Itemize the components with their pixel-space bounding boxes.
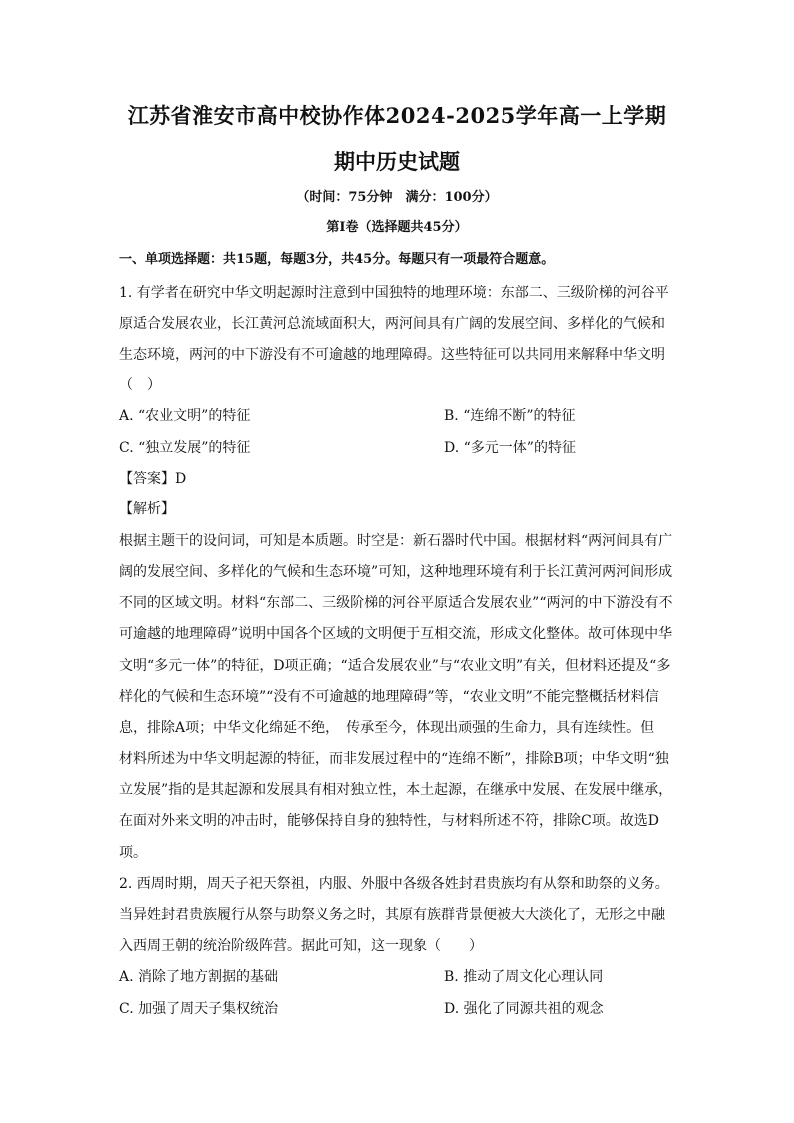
q1-analysis-line: 根据主题干的设问词，可知是本质题。时空是：新石器时代中国。根据材料“两河间具有广 bbox=[119, 533, 673, 549]
q1-analysis-label: 【解析】 bbox=[119, 501, 175, 517]
q2-option-b: B. 推动了周文化心理认同 bbox=[444, 969, 604, 985]
q2-stem-line: 当异姓封君贵族履行从祭与助祭义务之时，其原有族群背景便被大大淡化了，无形之中融 bbox=[119, 907, 665, 923]
q1-option-c: C. “独立发展”的特征 bbox=[119, 440, 251, 456]
q1-stem-line: 原适合发展农业，长江黄河总流域面积大，两河间具有广阔的发展空间、多样化的气候和 bbox=[119, 316, 665, 332]
q2-stem-line: 入西周王朝的统治阶级阵营。据此可知，这一现象（ ） bbox=[119, 938, 483, 954]
q1-option-b: B. “连绵不断”的特征 bbox=[444, 408, 576, 424]
document-title-line2: 期中历史试题 bbox=[334, 149, 460, 174]
q1-stem-line: （ ） bbox=[119, 377, 161, 393]
section-label: 第Ⅰ卷（选择题共45分） bbox=[326, 220, 468, 235]
q2-option-d: D. 强化了同源共祖的观念 bbox=[444, 1001, 604, 1017]
q2-stem-line: 2. 西周时期，周天子祀天祭祖，内服、外服中各级各姓封君贵族均有从祭和助祭的义务。 bbox=[119, 876, 669, 892]
q1-stem-line: 1. 有学者在研究中华文明起源时注意到中国独特的地理环境：东部二、三级阶梯的河谷平 bbox=[119, 285, 669, 301]
q2-option-c: C. 加强了周天子集权统治 bbox=[119, 1001, 279, 1017]
q1-stem-line: 生态环境，两河的中下游没有不可逾越的地理障碍。这些特征可以共同用来解释中华文明 bbox=[119, 347, 665, 363]
exam-meta: （时间：75分钟 满分：100分） bbox=[296, 190, 498, 205]
q1-analysis-line: 材料所述为中华文明起源的特征，而非发展过程中的“连绵不断”，排除B项；中华文明“独 bbox=[119, 751, 669, 767]
q1-analysis-line: 不同的区域文明。材料“东部二、三级阶梯的河谷平原适合发展农业”“两河的中下游没有不 bbox=[119, 595, 673, 611]
q1-answer: 【答案】D bbox=[119, 471, 187, 487]
q1-option-a: A. “农业文明”的特征 bbox=[119, 408, 251, 424]
q1-analysis-line: 息，排除A项；中华文化绵延不绝， 传承至今，体现出顽强的生命力，具有连续性。但 bbox=[119, 720, 655, 736]
q1-analysis-line: 阔的发展空间、多样化的气候和生态环境”可知，这种地理环境有利于长江黄河两河间形成 bbox=[119, 564, 673, 580]
section-instructions: 一、单项选择题：共15题，每题3分，共45分。每题只有一项最符合题意。 bbox=[119, 252, 555, 267]
q1-option-d: D. “多元一体”的特征 bbox=[444, 440, 576, 456]
q2-option-a: A. 消除了地方割据的基础 bbox=[119, 969, 279, 985]
q1-analysis-line: 在面对外来文明的冲击时，能够保持自身的独特性，与材料所述不符，排除C项。故选D bbox=[119, 813, 659, 829]
q1-analysis-line: 立发展”指的是其起源和发展具有相对独立性，本土起源，在继承中发展、在发展中继承， bbox=[119, 782, 673, 798]
q1-analysis-line: 样化的气候和生态环境”“没有不可逾越的地理障碍”等，“农业文明”不能完整概括材料信 bbox=[119, 689, 659, 705]
q1-analysis-line: 可逾越的地理障碍”说明中国各个区域的文明便于互相交流，形成文化整体。故可体现中华 bbox=[119, 626, 673, 642]
document-title-line1: 江苏省淮安市高中校协作体2024-2025学年高一上学期 bbox=[127, 103, 667, 128]
q1-analysis-line: 项。 bbox=[119, 845, 147, 861]
q1-analysis-line: 文明“多元一体”的特征，D项正确；“适合发展农业”与“农业文明”有关，但材料还提及“多 bbox=[119, 658, 671, 674]
